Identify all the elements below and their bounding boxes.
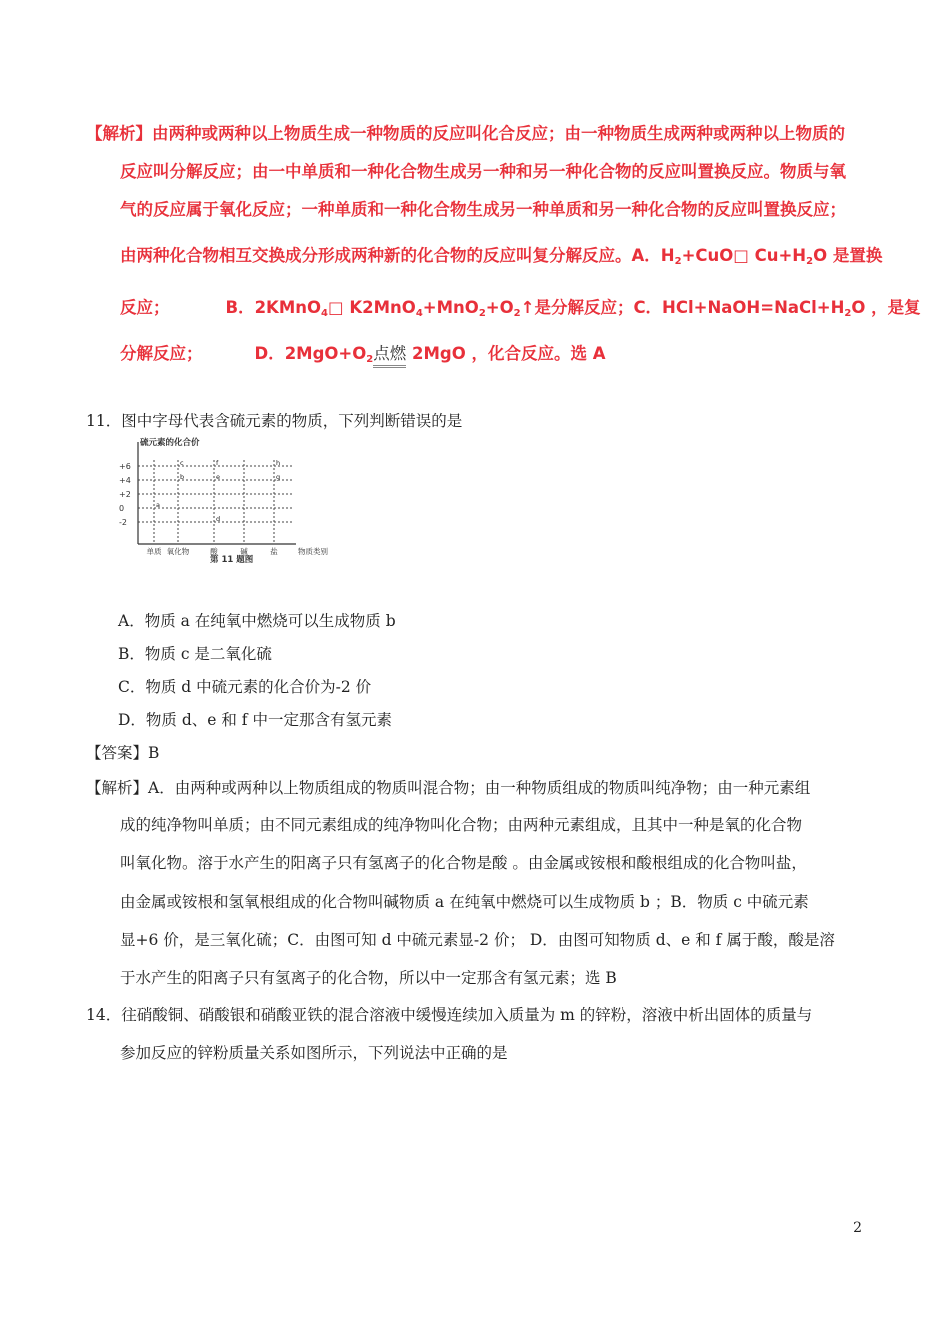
q11-option-a: A．物质 a 在纯氧中燃烧可以生成物质 b <box>118 612 396 630</box>
y-tick-label: +2 <box>119 490 131 499</box>
x-tick-label: 碱 <box>240 547 248 556</box>
q11-explanation-5: 显+6 价，是三氧化硫；C．由图可知 d 中硫元素显-2 价； D．由图可知物质 d、e 和 f 属于酸，酸是溶 <box>120 931 835 949</box>
missing-glyph-box: □ <box>733 246 749 265</box>
q11-stem: 11．图中字母代表含硫元素的物质，下列判断错误的是 <box>86 412 463 430</box>
point-label: f <box>216 459 219 467</box>
point-label: c <box>180 459 184 467</box>
page-number: 2 <box>853 1220 862 1236</box>
analysis-line-3: 气的反应属于氧化反应；一种单质和一种化合物生成另一种单质和另一种化合物的反应叫置换反应； <box>120 200 846 219</box>
valence-chart-figure <box>118 436 338 568</box>
y-tick-label: -2 <box>119 518 127 527</box>
q14-line-2: 参加反应的锌粉质量关系如图所示，下列说法中正确的是 <box>120 1044 508 1062</box>
q11-option-d: D．物质 d、e 和 f 中一定那含有氢元素 <box>118 711 392 729</box>
point-label: b <box>180 473 185 481</box>
analysis-label: 【解析】 <box>86 124 152 143</box>
condition-ignite: 点燃 <box>373 340 406 364</box>
analysis-line-6: 分解反应； D．$2MgO+O_2$点燃 2MgO ，化合反应。选 A <box>120 340 606 365</box>
x-tick-label: 单质 <box>146 547 162 556</box>
point-label: e <box>216 473 220 481</box>
y-tick-label: 0 <box>119 504 125 513</box>
figure-xlabel: 物质类别 <box>298 547 328 556</box>
q11-option-b: B．物质 c 是二氧化硫 <box>118 645 272 663</box>
point-label: d <box>216 515 221 523</box>
figure-caption: 第 11 题图 <box>210 555 254 565</box>
point-label: h <box>276 459 281 467</box>
x-tick-label: 酸 <box>210 547 218 556</box>
x-tick-label: 氧化物 <box>166 547 190 556</box>
figure-ylabel: 硫元素的化合价 <box>140 438 200 448</box>
analysis-line-2: 反应叫分解反应；由一中单质和一种化合物生成另一种和另一种化合物的反应叫置换反应。物质与氧 <box>120 162 846 181</box>
q11-explanation-6: 于水产生的阳离子只有氢离子的化合物，所以中一定那含有氢元素；选 B <box>120 969 617 987</box>
q11-explanation-3: 叫氧化物。溶于水产生的阳离子只有氢离子的化合物是酸 。由金属或铵根和酸根组成的化合物叫盐， <box>120 854 807 872</box>
y-tick-label: +6 <box>119 462 131 471</box>
x-tick-label: 盐 <box>270 547 278 556</box>
q11-explanation-2: 成的纯净物叫单质；由不同元素组成的纯净物叫化合物；由两种元素组成，且其中一种是氧的化合物 <box>120 816 803 834</box>
q11-explanation-1: 【解析】A．由两种或两种以上物质组成的物质叫混合物；由一种物质组成的物质叫纯净物；由一种元素组 <box>86 779 811 797</box>
analysis-line-4: 由两种化合物相互交换成分形成两种新的化合物的反应叫复分解反应。A．$H_2+CuO□$ $Cu+H_2O$ 是置换 <box>120 246 883 267</box>
q11-answer: 【答案】B <box>86 744 160 762</box>
analysis-line-1: 【解析】由两种或两种以上物质生成一种物质的反应叫化合反应；由一种物质生成两种或两种以上物质的 <box>86 124 845 143</box>
q11-explanation-4: 由金属或铵根和氢氧根组成的化合物叫碱物质 a 在纯氧中燃烧可以生成物质 b ；B．物质 c 中硫元素 <box>120 893 809 911</box>
point-label: a <box>156 501 160 509</box>
analysis-line-5: 反应； B．2KMnO$_4$□ $K2MnO_4+MnO_2+O_2↑$是分解反应；C．$HCl+NaOH=NaCl+H_2O$ ，是复 <box>120 298 921 319</box>
point-label: g <box>276 473 281 481</box>
q11-option-c: C．物质 d 中硫元素的化合价为-2 价 <box>118 678 372 696</box>
q14-line-1: 14．往硝酸铜、硝酸银和硝酸亚铁的混合溶液中缓慢连续加入质量为 m 的锌粉，溶液中析出固体的质量与 <box>86 1006 813 1024</box>
y-tick-label: +4 <box>119 476 131 485</box>
